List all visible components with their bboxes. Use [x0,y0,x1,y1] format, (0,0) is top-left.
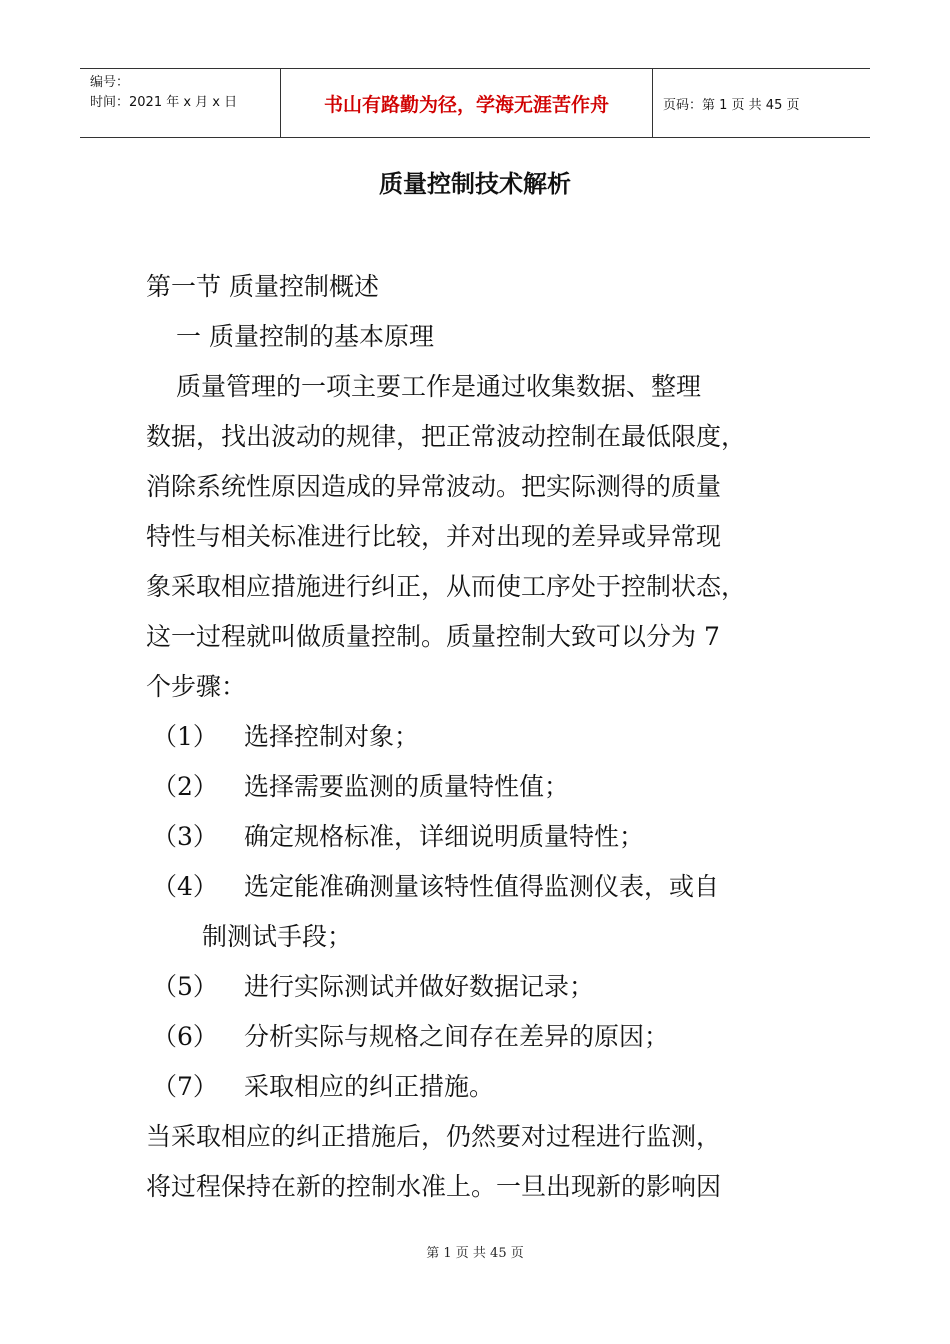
list-item [146,812,826,862]
list-item [146,1062,826,1112]
paragraph-2 [146,1112,826,1212]
step-number: （6） [152,1022,218,1051]
step-text: 进行实际测试并做好数据记录； [244,972,595,1001]
id-label: 编号： [90,75,130,90]
list-item [146,962,826,1012]
paragraph-line: 个步骤： [146,672,247,701]
step-text: 选择控制对象； [244,722,420,751]
list-item [146,1012,826,1062]
step-text: 分析实际与规格之间存在差异的原因； [244,1022,670,1051]
step-number: （4） [152,872,218,901]
time-label: 时间：2021 年 x 月 x 日 [90,95,238,110]
subsection-heading: 一 质量控制的基本原理 [176,322,434,351]
paragraph-line: 消除系统性原因造成的异常波动。把实际测得的质量 [146,472,722,501]
step-number: （3） [152,822,218,851]
paragraph-line: 将过程保持在新的控制水准上。一旦出现新的影响因 [146,1172,722,1201]
document-body [146,262,826,1212]
paragraph-line: 当采取相应的纠正措施后，仍然要对过程进行监测， [146,1122,722,1151]
list-item [146,712,826,762]
list-item [146,762,826,812]
list-item-continuation [146,912,826,962]
step-number: （7） [152,1072,218,1101]
paragraph-line: 象采取相应措施进行纠正，从而使工序处于控制状态， [146,572,747,601]
paragraph-1 [146,362,826,712]
page-title: 质量控制技术解析 [379,170,571,198]
step-text: 选择需要监测的质量特性值； [244,772,570,801]
list-item [146,862,826,912]
header-motto: 书山有路勤为径，学海无涯苦作舟 [281,69,653,137]
section-heading: 第一节 质量控制概述 [146,272,379,301]
header-meta [80,69,281,137]
step-number: （1） [152,722,218,751]
page-footer: 第 1 页 共 45 页 [426,1246,524,1261]
document-header [80,68,870,138]
paragraph-line: 特性与相关标准进行比较，并对出现的差异或异常现 [146,522,722,551]
header-page-info: 页码：第 1 页 共 45 页 [663,97,800,113]
step-number: （5） [152,972,218,1001]
paragraph-line: 质量管理的一项主要工作是通过收集数据、整理 [176,372,702,401]
step-text: 选定能准确测量该特性值得监测仪表，或自 [244,872,720,901]
steps-list [146,712,826,1112]
step-number: （2） [152,772,218,801]
step-text: 确定规格标准，详细说明质量特性； [244,822,645,851]
paragraph-line: 数据，找出波动的规律，把正常波动控制在最低限度， [146,422,747,451]
step-text: 制测试手段； [202,922,353,951]
paragraph-line: 这一过程就叫做质量控制。质量控制大致可以分为 7 [146,622,720,651]
step-text: 采取相应的纠正措施。 [244,1072,495,1101]
